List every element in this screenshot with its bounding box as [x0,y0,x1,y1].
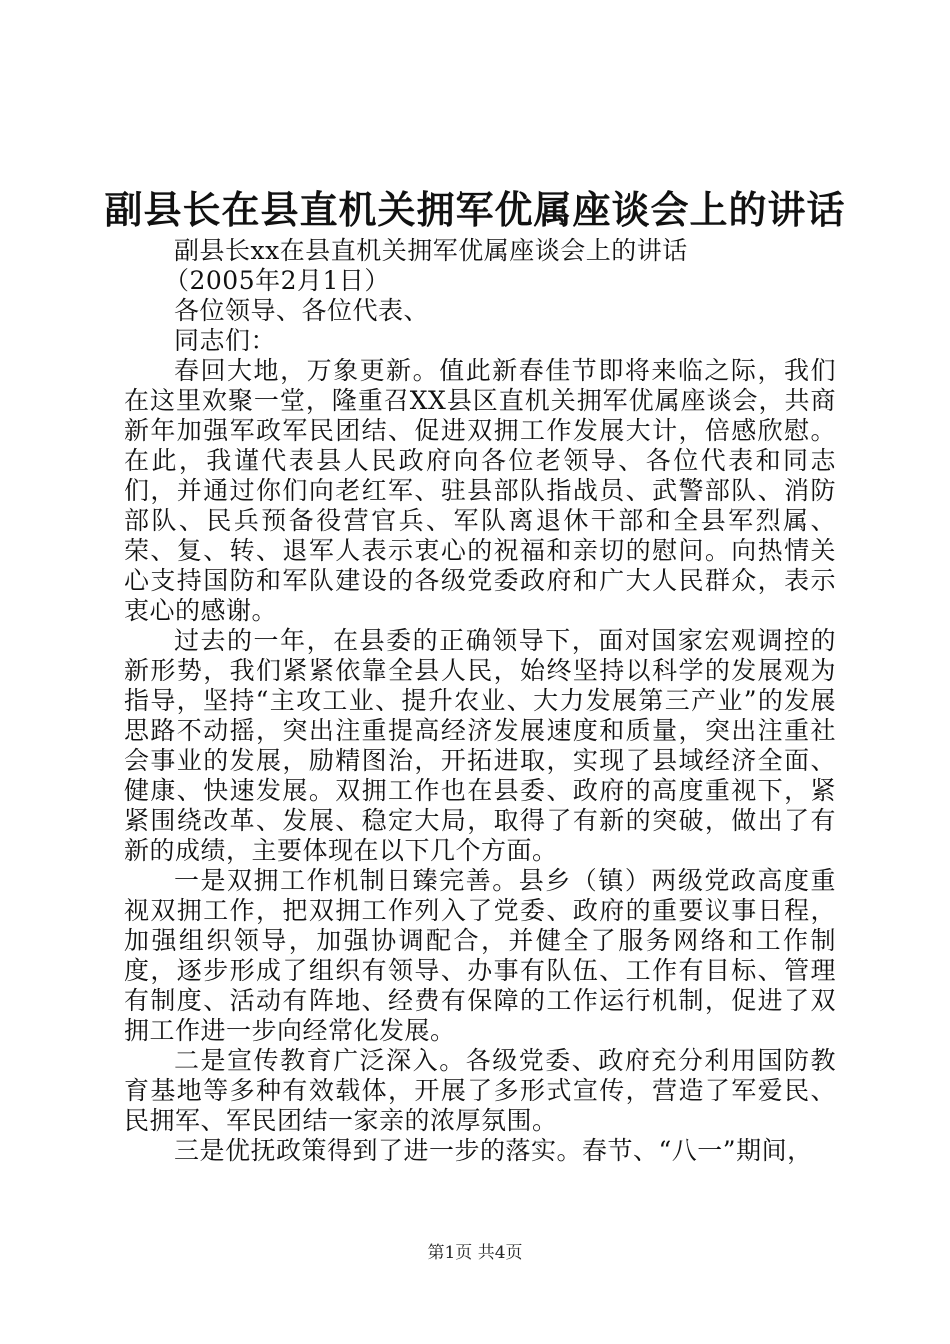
speech-date: （2005年2月1日） [164,266,390,295]
speech-heading: 副县长xx在县直机关拥军优属座谈会上的讲话 [174,236,688,265]
document-title: 副县长在县直机关拥军优属座谈会上的讲话 [104,187,846,232]
body-paragraph: 一是双拥工作机制日臻完善。县乡（镇）两级党政高度重视双拥工作，把双拥工作列入了党委、政府的重要议事日程，加强组织领导，加强协调配合，并健全了服务网络和工作制度，逐步形成了组织有领导、办事有队伍、工作有目标、管理有制度、活动有阵地、经费有保障的工作运行机制，促进了双拥工作进一步向经常化发展。 [124,866,836,1045]
document-body [124,236,836,1166]
body-paragraph: 春回大地，万象更新。值此新春佳节即将来临之际，我们在这里欢聚一堂，隆重召XX县区直机关拥军优属座谈会，共商新年加强军政军民团结、促进双拥工作发展大计，倍感欣慰。在此，我谨代表县人民政府向各位老领导、各位代表和同志们，并通过你们向老红军、驻县部队指战员、武警部队、消防部队、民兵预备役营官兵、军队离退休干部和全县军烈属、荣、复、转、退军人表示衷心的祝福和亲切的慰问。向热情关心支持国防和军队建设的各级党委政府和广大人民群众，表示衷心的感谢。 [124,356,836,625]
body-paragraph: 过去的一年，在县委的正确领导下，面对国家宏观调控的新形势，我们紧紧依靠全县人民，始终坚持以科学的发展观为指导，坚持“主攻工业、提升农业、大力发展第三产业”的发展思路不动摇，突出注重提高经济发展速度和质量，突出注重社会事业的发展，励精图治，开拓进取，实现了县域经济全面、健康、快速发展。双拥工作也在县委、政府的高度重视下，紧紧围绕改革、发展、稳定大局，取得了有新的突破，做出了有新的成绩，主要体现在以下几个方面。 [124,626,836,865]
salutation-line-2: 同志们： [174,326,277,355]
page-number-footer: 第1页 共4页 [427,1243,523,1263]
salutation-line-1: 各位领导、各位代表、 [174,296,430,325]
body-paragraph: 三是优抚政策得到了进一步的落实。春节、“八一”期间， [174,1136,813,1165]
body-paragraph: 二是宣传教育广泛深入。各级党委、政府充分利用国防教育基地等多种有效载体，开展了多形式宣传，营造了军爱民、民拥军、军民团结一家亲的浓厚氛围。 [124,1046,836,1135]
